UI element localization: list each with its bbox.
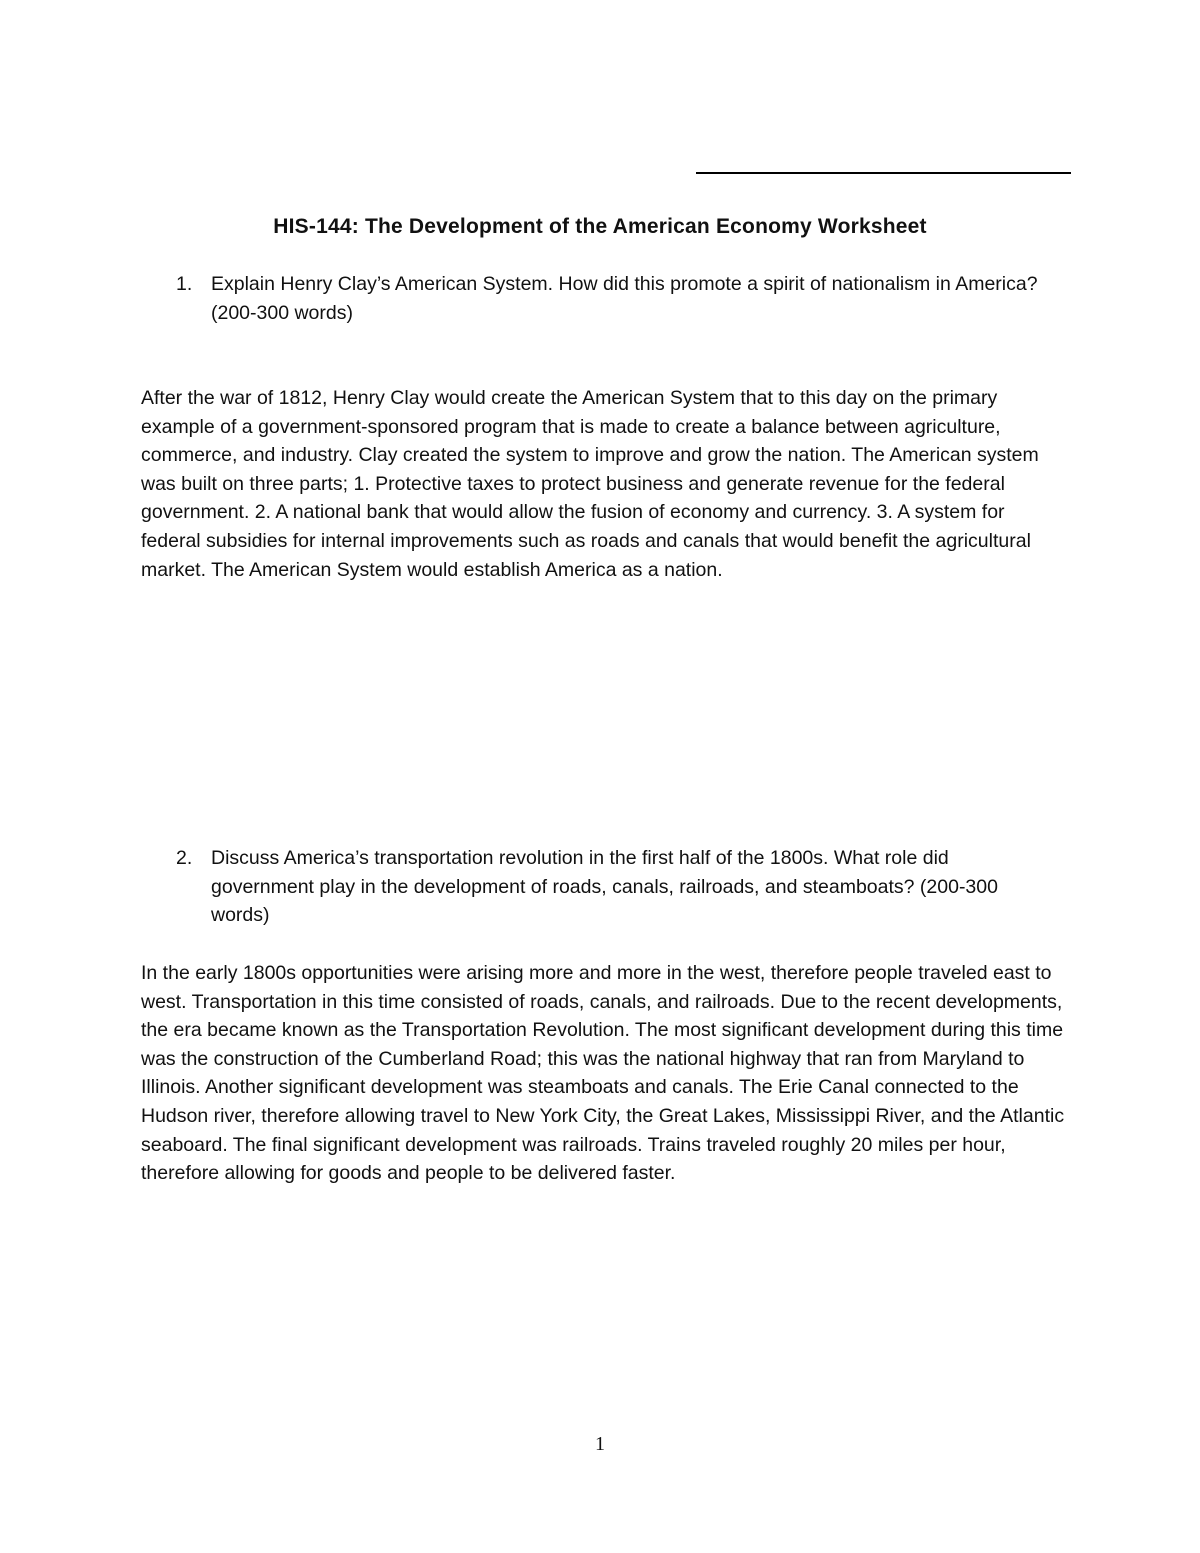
page-number: 1	[595, 1433, 605, 1455]
question-2	[176, 844, 1056, 930]
name-signature-line	[696, 172, 1071, 174]
worksheet-title: HIS-144: The Development of the American Economy Worksheet	[273, 215, 927, 238]
question-number: 1.	[176, 273, 193, 295]
answer-2: In the early 1800s opportunities were arising more and more in the west, therefore people traveled east to west. Transportation in this time consisted of roads, canals, and railroads. Due to the recent developments, the era became known as the Transportation Revolution. The most significant development during this time was the construction of the Cumberland Road; this was the national highway that ran from Maryland to Illinois. Another significant development was steamboats and canals. The Erie Canal connected to the Hudson river, therefore allowing travel to New York City, the Great Lakes, Mississippi River, and the Atlantic seaboard. The final significant development was railroads. Trains traveled roughly 20 miles per hour, therefore allowing for goods and people to be delivered faster.	[141, 962, 1065, 1185]
question-1	[176, 270, 1056, 327]
question-number: 2.	[176, 847, 193, 869]
question-text: Explain Henry Clay’s American System. How did this promote a spirit of nationalism in America? (200-300 words)	[211, 273, 1038, 324]
answer-1: After the war of 1812, Henry Clay would create the American System that to this day on the primary example of a government-sponsored program that is made to create a balance between agriculture, commerce, and industry. Clay created the system to improve and grow the nation. The American system was built on three parts; 1. Protective taxes to protect business and generate revenue for the federal government. 2. A national bank that would allow the fusion of economy and currency. 3. A system for federal subsidies for internal improvements such as roads and canals that would benefit the agricultural market. The American System would establish America as a nation.	[141, 387, 1039, 581]
question-text: Discuss America’s transportation revolution in the first half of the 1800s. What role did government play in the development of roads, canals, railroads, and steamboats? (200-300 words)	[211, 847, 998, 927]
